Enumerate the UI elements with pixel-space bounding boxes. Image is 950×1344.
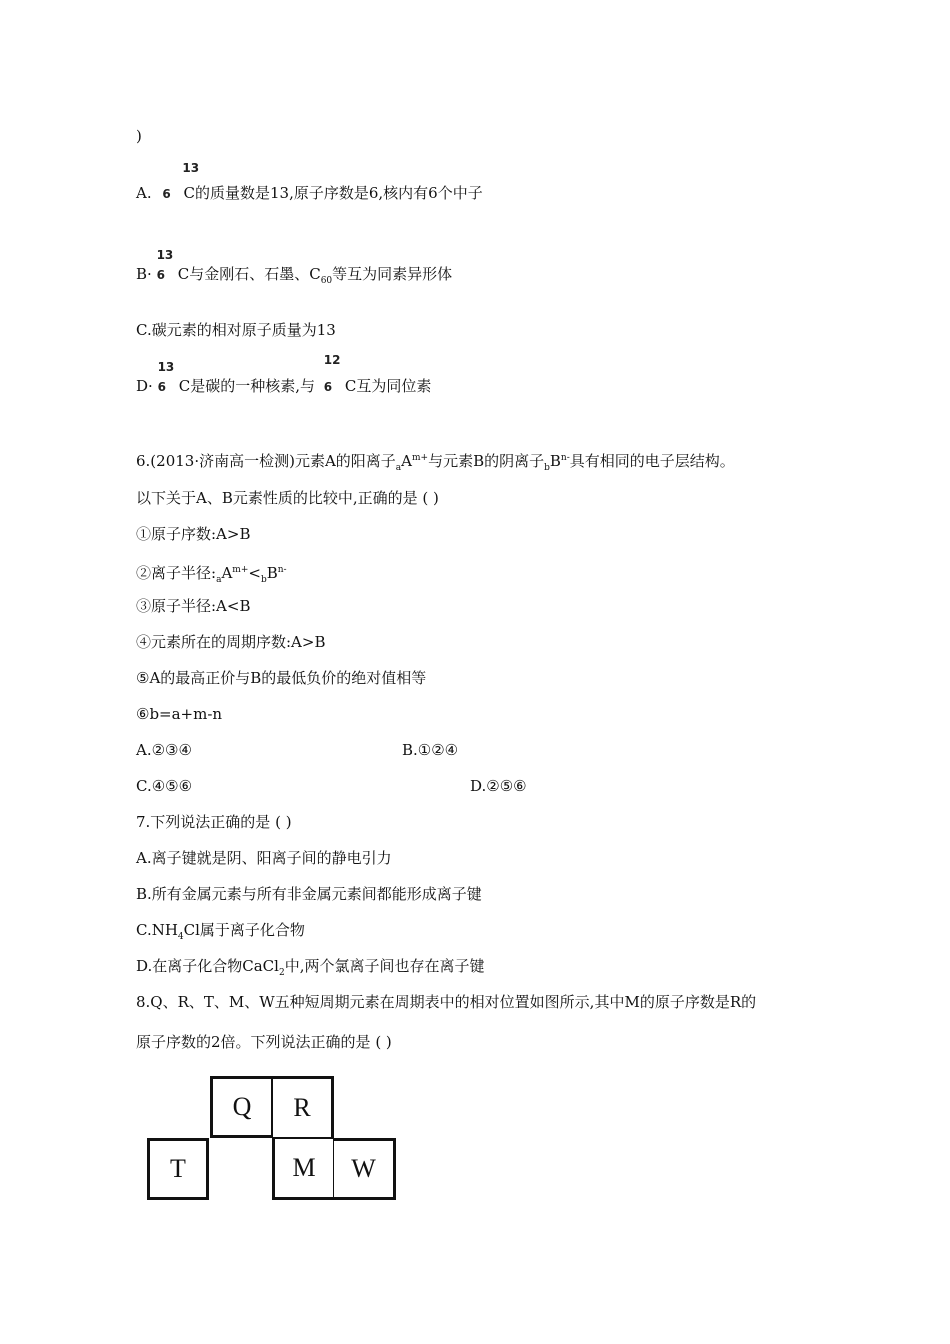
q5-paren-close: ) (136, 127, 142, 145)
atomic-number: 6 (162, 187, 171, 201)
mass-number: 13 (157, 360, 175, 374)
option-text: C互为同位素 (344, 377, 432, 395)
option-label: D· (136, 377, 153, 395)
option-text: C与金刚石、石墨、$C_{60}$等互为同素异形体 (177, 265, 453, 286)
mass-number: 12 (323, 353, 341, 367)
mass-number: 13 (156, 248, 174, 262)
q7-stem: 7.下列说法正确的是 ( ) (136, 813, 292, 831)
q5-option-d (136, 353, 432, 397)
atomic-number: 6 (157, 380, 166, 394)
q5-option-a (136, 161, 483, 204)
q7-option-b: B.所有金属元素与所有非金属元素间都能形成离子键 (136, 885, 482, 903)
q6-item-1: ①原子序数:A>B (136, 525, 251, 543)
q8-stem-line-2: 原子序数的2倍。下列说法正确的是 ( ) (136, 1033, 392, 1051)
q7-option-d: D.在离子化合物CaCl$_2$中,两个氯离子间也存在离子键 (136, 957, 485, 978)
mass-number: 13 (182, 161, 200, 175)
q6-item-2: ②离子半径$:_aA^{m+}<_bB^{n-}$ (136, 564, 287, 585)
q6-option-d: D.②⑤⑥ (470, 777, 527, 795)
isotope-symbol (162, 161, 200, 204)
q6-item-6: ⑥b=a+m-n (136, 705, 223, 723)
option-text: C的质量数是13,原子序数是6,核内有6个中子 (183, 184, 483, 202)
cell-q: Q (210, 1076, 272, 1138)
cell-m: M (272, 1138, 334, 1200)
q6-option-a: A.②③④ (136, 741, 192, 759)
isotope-symbol (156, 248, 174, 285)
q6-item-4: ④元素所在的周期序数:A>B (136, 633, 326, 651)
atomic-number: 6 (323, 380, 333, 394)
q6-option-c: C.④⑤⑥ (136, 777, 193, 795)
q5-option-b (136, 248, 453, 291)
q6-option-b: B.①②④ (402, 741, 459, 759)
atomic-number: 6 (156, 268, 165, 282)
isotope-symbol-ref (323, 353, 341, 397)
q7-option-c: $C.NH_4Cl$属于离子化合物 (136, 921, 305, 942)
q7-option-a: A.离子键就是阴、阳离子间的静电引力 (136, 849, 392, 867)
q8-stem-line-1: 8.Q、R、T、M、W五种短周期元素在周期表中的相对位置如图所示,其中M的原子序数是R的 (136, 993, 757, 1011)
isotope-symbol (157, 360, 175, 397)
q6-stem-line-1: 6.(2013·济南高一检测)元素A的阳离子$_aA^{m+}$与元素B的阴离子$_bB^{n-}$具有相同的电子层结构。 (136, 452, 735, 473)
option-label: B· (136, 265, 152, 283)
option-text: C是碳的一种核素,与 (178, 377, 315, 395)
option-label: A. (136, 184, 152, 202)
cell-w: W (334, 1138, 396, 1200)
cell-r: R (272, 1076, 334, 1138)
q6-item-3: ③原子半径:A<B (136, 597, 251, 615)
q6-item-5: ⑤A的最高正价与B的最低负价的绝对值相等 (136, 669, 427, 687)
q6-stem-line-2: 以下关于A、B元素性质的比较中,正确的是 ( ) (136, 489, 439, 507)
q5-option-c: C.碳元素的相对原子质量为13 (136, 321, 336, 339)
cell-t: T (147, 1138, 209, 1200)
